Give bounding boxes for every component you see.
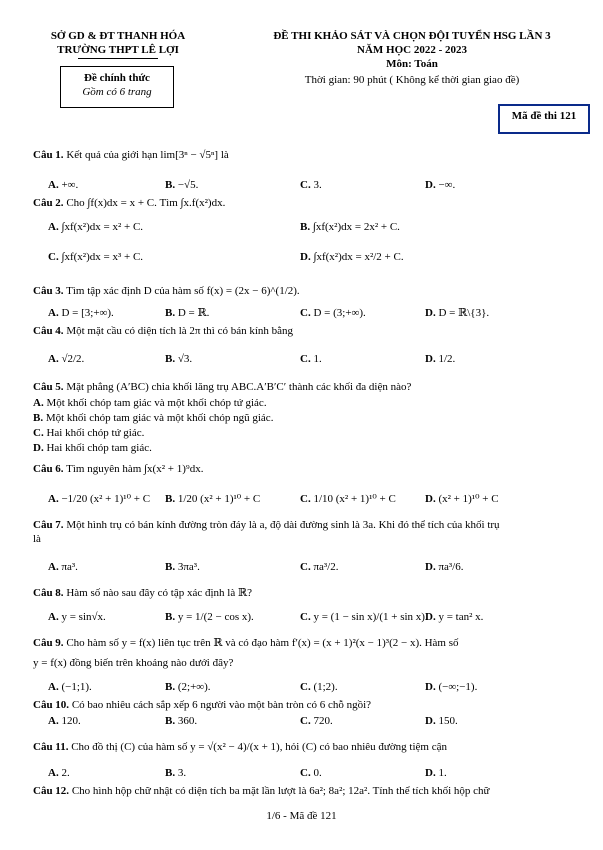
question-12: Câu 12. Cho hình hộp chữ nhật có diện tích ba mặt lần lượt là 6a²; 8a²; 12a². Tính thể tích khối hộp chữ <box>33 785 490 797</box>
page-footer: 1/6 - Mã đề 121 <box>266 810 337 822</box>
q1-option-d: D. −∞. <box>425 179 456 191</box>
q2-option-b: B. ∫xf(x²)dx = 2x² + C. <box>300 221 400 233</box>
question-5: Câu 5. Mặt phẳng (A′BC) chia khối lăng trụ ABC.A′B′C′ thành các khối đa diện nào? <box>33 381 412 393</box>
question-10: Câu 10. Có bao nhiêu cách sắp xếp 6 người vào một bàn tròn có 6 chỗ ngồi? <box>33 699 372 711</box>
q5-option-d: D. Hai khối chóp tam giác. <box>33 442 152 454</box>
q8-option-c: C. y = (1 − sin x)/(1 + sin x). <box>300 611 428 623</box>
exam-title: ĐỀ THI KHẢO SÁT VÀ CHỌN ĐỘI TUYỂN HSG LẦN 3 <box>273 30 551 42</box>
q9-option-b: B. (2;+∞). <box>165 681 211 693</box>
q7-option-d: D. πa³/6. <box>425 561 464 573</box>
official-label: Đề chính thức <box>84 72 150 84</box>
time-limit: Thời gian: 90 phút ( Không kể thời gian giao đề) <box>304 74 520 86</box>
q11-option-d: D. 1. <box>425 767 447 779</box>
question-3: Câu 3. Tìm tập xác định D của hàm số f(x) = (2x − 6)^(1/2). <box>33 285 300 297</box>
page-count: Gồm có 6 trang <box>82 86 152 98</box>
q11-option-b: B. 3. <box>165 767 187 779</box>
q7-option-b: B. 3πa³. <box>165 561 200 573</box>
q4-option-c: C. 1. <box>300 353 322 365</box>
q3-option-a: A. D = [3;+∞). <box>48 307 114 319</box>
q3-option-d: D. D = ℝ\{3}. <box>425 307 490 319</box>
q8-option-a: A. y = sin√x. <box>48 611 106 623</box>
q8-option-d: D. y = tan² x. <box>425 611 484 623</box>
school-name: TRƯỜNG THPT LÊ LỢI <box>57 44 179 56</box>
q5-option-a: A. Một khối chóp tam giác và một khối chóp tứ giác. <box>33 397 267 409</box>
q9-option-d: D. (−∞;−1). <box>425 681 478 693</box>
q10-option-c: C. 720. <box>300 715 333 727</box>
q2-option-d: D. ∫xf(x²)dx = x²/2 + C. <box>300 251 404 263</box>
q2-option-a: A. ∫xf(x²)dx = x² + C. <box>48 221 144 233</box>
q1-option-b: B. −√5. <box>165 179 199 191</box>
q1-option-c: C. 3. <box>300 179 322 191</box>
exam-code: Mã đề thi 121 <box>511 110 577 122</box>
question-11: Câu 11. Cho đồ thị (C) của hàm số y = √(x² − 4)/(x + 1), hỏi (C) có bao nhiêu đường tiệm cận <box>33 741 447 753</box>
q4-option-b: B. √3. <box>165 353 193 365</box>
question-7: Câu 7. Một hình trụ có bán kính đường tròn đáy là a, độ dài đường sinh là 3a. Khi đó thể tích của khối trụ <box>33 519 500 531</box>
q6-option-d: D. (x² + 1)¹⁰ + C <box>425 493 499 505</box>
question-4: Câu 4. Một mặt cầu có diện tích là 2π thì có bán kính bằng <box>33 325 294 337</box>
question-9-cont: y = f(x) đồng biến trên khoảng nào dưới đây? <box>33 657 234 669</box>
q8-option-b: B. y = 1/(2 − cos x). <box>165 611 254 623</box>
q11-option-a: A. 2. <box>48 767 70 779</box>
q9-option-a: A. (−1;1). <box>48 681 92 693</box>
question-6: Câu 6. Tìm nguyên hàm ∫x(x² + 1)⁹dx. <box>33 463 204 475</box>
q1-option-a: A. +∞. <box>48 179 79 191</box>
school-underline <box>78 58 158 59</box>
q5-option-c: C. Hai khối chóp tứ giác. <box>33 427 145 439</box>
q9-option-c: C. (1;2). <box>300 681 338 693</box>
q7-option-a: A. πa³. <box>48 561 78 573</box>
q10-option-a: A. 120. <box>48 715 81 727</box>
q4-option-a: A. √2/2. <box>48 353 85 365</box>
q10-option-d: D. 150. <box>425 715 458 727</box>
dept-name: SỞ GD & ĐT THANH HÓA <box>50 30 186 42</box>
q4-option-d: D. 1/2. <box>425 353 456 365</box>
question-7-cont: là <box>33 533 41 545</box>
question-9: Câu 9. Cho hàm số y = f(x) liên tục trên ℝ và có đạo hàm f′(x) = (x + 1)²(x − 1)³(2 − x). Hàm số <box>33 637 459 649</box>
q6-option-c: C. 1/10 (x² + 1)¹⁰ + C <box>300 493 396 505</box>
q11-option-c: C. 0. <box>300 767 322 779</box>
q2-option-c: C. ∫xf(x²)dx = x³ + C. <box>48 251 144 263</box>
school-year: NĂM HỌC 2022 - 2023 <box>357 44 467 56</box>
q5-option-b: B. Một khối chóp tam giác và một khối chóp ngũ giác. <box>33 412 274 424</box>
question-1: Câu 1. Kết quả của giới hạn lim[3ⁿ − √5ⁿ] là <box>33 149 229 161</box>
q6-option-a: A. −1/20 (x² + 1)¹⁰ + C <box>48 493 151 505</box>
q6-option-b: B. 1/20 (x² + 1)¹⁰ + C <box>165 493 261 505</box>
q3-option-b: B. D = ℝ. <box>165 307 210 319</box>
subject: Môn: Toán <box>386 58 438 70</box>
question-2: Câu 2. Cho ∫f(x)dx = x + C. Tìm ∫x.f(x²)dx. <box>33 197 226 209</box>
q3-option-c: C. D = (3;+∞). <box>300 307 366 319</box>
q7-option-c: C. πa³/2. <box>300 561 339 573</box>
question-8: Câu 8. Hàm số nào sau đây có tập xác định là ℝ? <box>33 587 253 599</box>
q10-option-b: B. 360. <box>165 715 198 727</box>
